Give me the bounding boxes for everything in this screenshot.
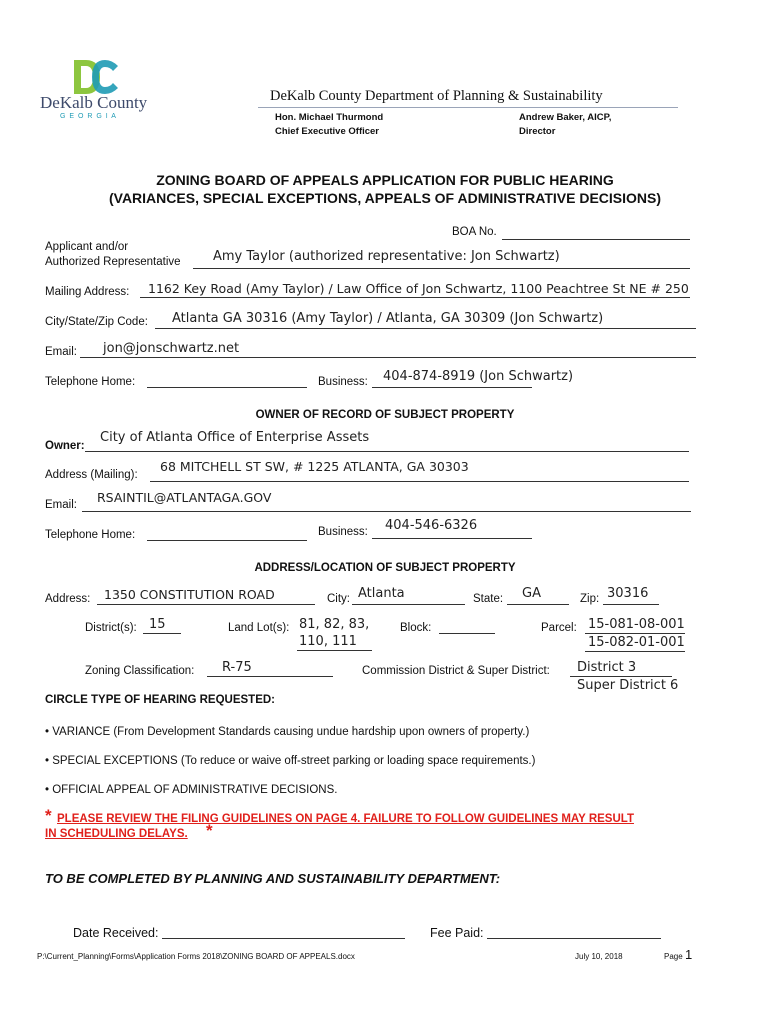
footer-page-number: 1 xyxy=(685,947,693,962)
owner-address-field-line xyxy=(150,481,689,482)
zoning-label: Zoning Classification: xyxy=(85,665,195,677)
mailing-field-line xyxy=(140,297,690,298)
owner-value[interactable]: City of Atlanta Office of Enterprise Assets xyxy=(100,430,370,445)
email-field-line xyxy=(80,357,696,358)
owner-email-value[interactable]: RSAINTIL@ATLANTAGA.GOV xyxy=(97,490,272,505)
hearing-option-appeal[interactable]: • OFFICIAL APPEAL OF ADMINISTRATIVE DECISIONS. xyxy=(45,784,338,796)
logo-state: G E O R G I A xyxy=(60,113,117,120)
district-value[interactable]: 15 xyxy=(149,617,166,632)
mailing-value[interactable]: 1162 Key Road (Amy Taylor) / Law Office of Jon Schwartz, 1100 Peachtree St NE # 250 xyxy=(148,281,689,296)
parcel-label: Parcel: xyxy=(541,622,577,634)
owner-address-value[interactable]: 68 MITCHELL ST SW, # 1225 ATLANTA, GA 30303 xyxy=(160,459,469,474)
parcel-value-1[interactable]: 15-081-08-001 xyxy=(588,617,685,632)
header-divider xyxy=(258,107,678,108)
phone-home-field[interactable] xyxy=(147,387,307,388)
business-field-line xyxy=(372,387,532,388)
footer-date: July 10, 2018 xyxy=(575,952,623,961)
commission-value-1[interactable]: District 3 xyxy=(577,660,637,675)
property-state-value[interactable]: GA xyxy=(522,586,541,601)
mailing-label: Mailing Address: xyxy=(45,286,130,298)
owner-business-value[interactable]: 404-546-6326 xyxy=(385,518,478,533)
property-state-label: State: xyxy=(473,593,504,605)
department-heading: TO BE COMPLETED BY PLANNING AND SUSTAINABILITY DEPARTMENT: xyxy=(45,871,501,886)
zoning-value[interactable]: R-75 xyxy=(222,660,252,675)
hearing-option-special-exceptions[interactable]: • SPECIAL EXCEPTIONS (To reduce or waive off-street parking or loading space requirements.) xyxy=(45,755,536,767)
ceo-title: Chief Executive Officer xyxy=(275,126,380,137)
owner-email-label: Email: xyxy=(45,499,77,511)
owner-email-field-line xyxy=(82,511,691,512)
parcel-field-line-2 xyxy=(585,651,685,652)
date-received-label: Date Received: xyxy=(73,926,159,940)
commission-field-line xyxy=(570,676,672,677)
email-value[interactable]: jon@jonschwartz.net xyxy=(103,341,240,356)
ceo-name: Hon. Michael Thurmond xyxy=(275,112,384,123)
property-zip-label: Zip: xyxy=(580,593,600,605)
landlot-field-line xyxy=(297,650,372,651)
property-heading: ADDRESS/LOCATION OF SUBJECT PROPERTY xyxy=(254,562,516,574)
dekalb-logo-icon xyxy=(72,58,120,96)
property-city-value[interactable]: Atlanta xyxy=(358,586,405,601)
owner-phone-home-field[interactable] xyxy=(147,540,307,541)
property-city-label: City: xyxy=(327,593,350,605)
commission-label: Commission District & Super District: xyxy=(362,665,550,677)
property-state-field-line xyxy=(507,604,569,605)
city-field-line xyxy=(155,328,696,329)
block-label: Block: xyxy=(400,622,432,634)
block-field[interactable] xyxy=(439,633,495,634)
form-title-line1: ZONING BOARD OF APPEALS APPLICATION FOR PUBLIC HEARING xyxy=(156,172,614,188)
parcel-field-line-1 xyxy=(585,633,685,634)
landlot-value-1[interactable]: 81, 82, 83, xyxy=(299,617,370,632)
owner-heading: OWNER OF RECORD OF SUBJECT PROPERTY xyxy=(255,409,515,421)
property-address-label: Address: xyxy=(45,593,91,605)
business-label: Business: xyxy=(318,376,368,388)
property-address-field-line xyxy=(97,604,315,605)
director-title: Director xyxy=(519,126,556,137)
form-title-line2: (VARIANCES, SPECIAL EXCEPTIONS, APPEALS OF ADMINISTRATIVE DECISIONS) xyxy=(108,190,662,206)
business-value[interactable]: 404-874-8919 (Jon Schwartz) xyxy=(383,369,574,384)
warning-text-2: IN SCHEDULING DELAYS. xyxy=(45,828,188,840)
warning-star-1: * xyxy=(45,806,52,825)
warning-text-1: PLEASE REVIEW THE FILING GUIDELINES ON PAGE 4. FAILURE TO FOLLOW GUIDELINES MAY RESULT xyxy=(57,813,634,825)
zoning-field-line xyxy=(207,676,333,677)
hearing-option-variance[interactable]: • VARIANCE (From Development Standards causing undue hardship upon owners of property.) xyxy=(45,726,530,738)
commission-value-2[interactable]: Super District 6 xyxy=(577,678,679,693)
owner-address-label: Address (Mailing): xyxy=(45,469,138,481)
footer-file-path: P:\Current_Planning\Forms\Application Forms 2018\ZONING BOARD OF APPEALS.docx xyxy=(37,952,355,961)
date-received-field[interactable] xyxy=(162,938,405,939)
boa-label: BOA No. xyxy=(452,226,497,238)
fee-paid-field[interactable] xyxy=(487,938,661,939)
property-zip-value[interactable]: 30316 xyxy=(607,586,649,601)
applicant-label-1: Applicant and/or xyxy=(45,241,129,253)
city-value[interactable]: Atlanta GA 30316 (Amy Taylor) / Atlanta, GA 30309 (Jon Schwartz) xyxy=(172,311,604,326)
email-label: Email: xyxy=(45,346,77,358)
landlot-value-2[interactable]: 110, 111 xyxy=(299,634,357,649)
fee-paid-label: Fee Paid: xyxy=(430,926,484,940)
parcel-value-2[interactable]: 15-082-01-001 xyxy=(588,635,685,650)
boa-number-field[interactable] xyxy=(502,239,690,240)
owner-label: Owner: xyxy=(45,440,85,452)
landlot-label: Land Lot(s): xyxy=(228,622,290,634)
owner-business-label: Business: xyxy=(318,526,368,538)
district-field-line xyxy=(143,633,181,634)
property-zip-field-line xyxy=(603,604,659,605)
property-city-field-line xyxy=(352,604,465,605)
owner-phone-home-label: Telephone Home: xyxy=(45,529,136,541)
department-name: DeKalb County Department of Planning & Sustainability xyxy=(270,88,603,104)
applicant-label-2: Authorized Representative xyxy=(45,256,181,268)
applicant-value[interactable]: Amy Taylor (authorized representative: Jon Schwartz) xyxy=(213,249,560,264)
owner-business-field-line xyxy=(372,538,532,539)
phone-home-label: Telephone Home: xyxy=(45,376,136,388)
owner-field-line xyxy=(85,451,689,452)
logo-county-name: DeKalb County xyxy=(40,93,148,112)
footer-page-label: Page xyxy=(664,952,683,961)
city-label: City/State/Zip Code: xyxy=(45,316,148,328)
district-label: District(s): xyxy=(85,622,137,634)
warning-star-2: * xyxy=(206,821,213,840)
director-name: Andrew Baker, AICP, xyxy=(519,112,612,123)
hearing-heading: CIRCLE TYPE OF HEARING REQUESTED: xyxy=(45,694,276,706)
property-address-value[interactable]: 1350 CONSTITUTION ROAD xyxy=(104,587,275,602)
applicant-field-line xyxy=(193,268,690,269)
